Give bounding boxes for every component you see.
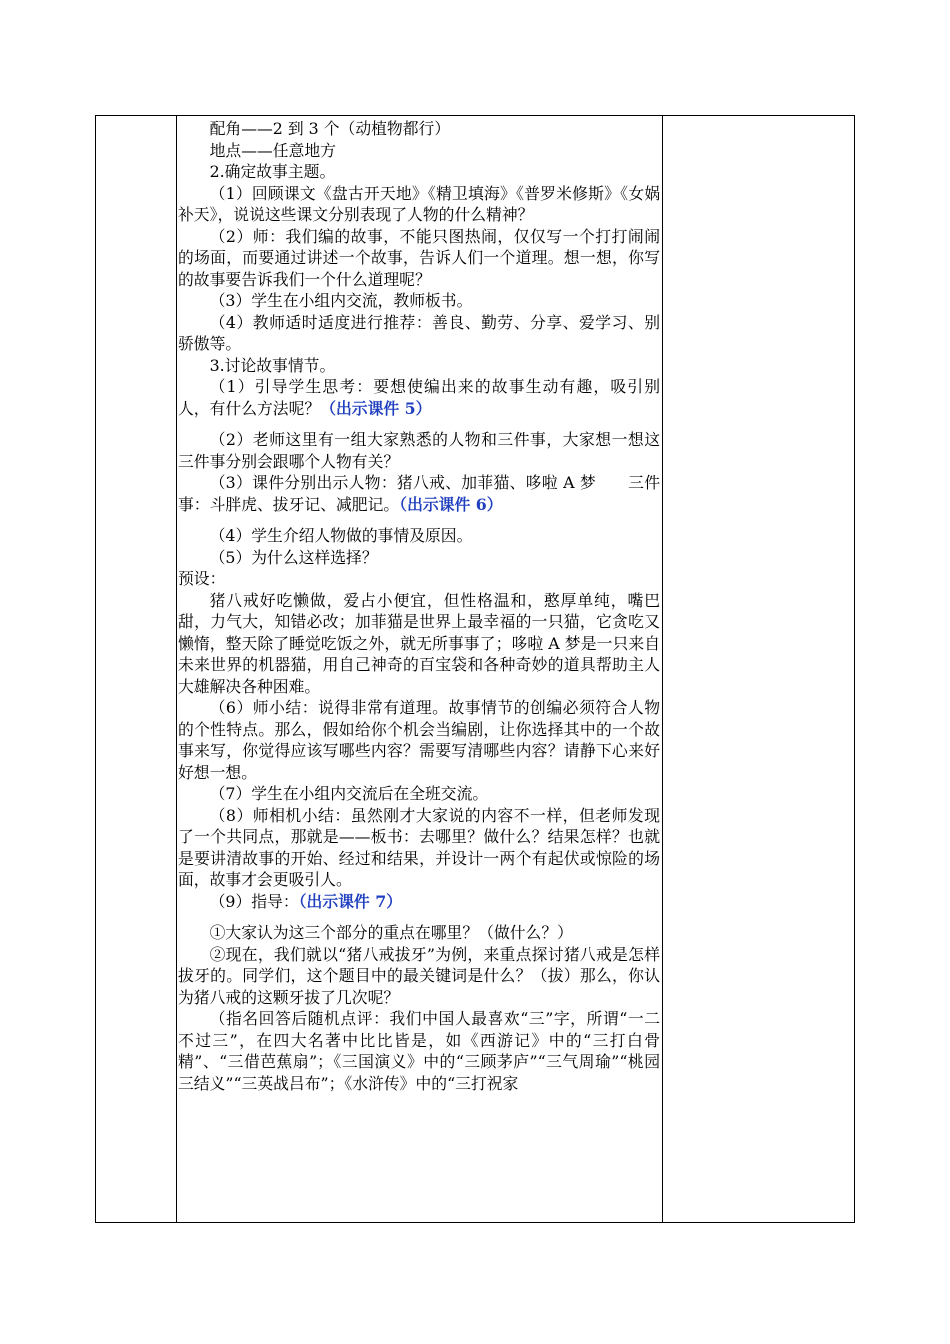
column-divider-right [662,116,663,1222]
paragraph: （5）为什么这样选择？ [209,547,378,567]
paragraph: 猪八戒好吃懒做，爱占小便宜，但性格温和，憨厚单纯，嘴巴甜，力气大，知错必改；加菲猫是世界上最幸福的一只猫，它贪吃又懒惰，整天除了睡觉吃饭之外，就无所事事了；哆啦 A 梦是一只来自未来世界的机器猫，用自己神奇的百宝袋和各种奇妙的道具帮助主人大雄解决各种困难。 [178,590,660,696]
column-divider-left [176,116,177,1222]
courseware-reference: （出示课件 5） [320,398,432,418]
courseware-reference: （出示课件 7） [298,891,403,911]
paragraph [178,891,660,913]
paragraph: （3）学生在小组内交流，教师板书。 [209,291,473,310]
paragraph: 预设： [178,569,226,588]
paragraph: 配角——2 到 3 个（动植物都行） [209,119,451,138]
paragraph: （2）老师这里有一组大家熟悉的人物和三件事，大家想一想这三件事分别会跟哪个人物有关？ [178,430,660,471]
paragraph-text: （9）指导： [209,891,299,911]
paragraph [178,376,660,419]
paragraph-text: （3）课件分别出示人物：猪八戒、加菲猫、哆啦 A 梦 三件事：斗胖虎、拔牙记、减肥记。 [178,473,660,514]
paragraph-text: （1）引导学生思考：要想使编出来的故事生动有趣，吸引别人，有什么方法呢？ [178,377,660,418]
lesson-plan-table [95,115,855,1223]
paragraph: （4）教师适时适度进行推荐：善良、勤劳、分享、爱学习、别骄傲等。 [178,312,660,353]
paragraph: （7）学生在小组内交流后在全班交流。 [209,784,489,803]
paragraph: （2）师：我们编的故事，不能只图热闹，仅仅写一个打打闹闹的场面，而要通过讲述一个故事，告诉人们一个道理。想一想，你写的故事要告诉我们一个什么道理呢？ [178,226,660,289]
paragraph: （指名回答后随机点评：我们中国人最喜欢“三”字，所谓“一二不过三”，在四大名著中比比皆是，如《西游记》中的“三打白骨精”、“三借芭蕉扇”；《三国演义》中的“三顾茅庐”“三气周瑜”“桃园三结义”“三英战吕布”；《水浒传》中的“三打祝家 [178,1009,660,1093]
paragraph: （1）回顾课文《盘古开天地》《精卫填海》《普罗米修斯》《女娲补天》，说说这些课文分别表现了人物的什么精神？ [178,183,660,224]
paragraph: ①大家认为这三个部分的重点在哪里？（做什么？） [209,923,573,942]
paragraph: 地点——任意地方 [209,140,336,160]
paragraph: （6）师小结：说得非常有道理。故事情节的创编必须符合人物的个性特点。那么，假如给你个机会当编剧，让你选择其中的一个故事来写，你觉得应该写哪些内容？需要写清哪些内容？请静下心来好好想一想。 [178,698,660,782]
paragraph: （8）师相机小结：虽然刚才大家说的内容不一样，但老师发现了一个共同点，那就是——板书：去哪里？做什么？结果怎样？也就是要讲清故事的开始、经过和结果，并设计一两个有起伏或惊险的场面，故事才会更吸引人。 [178,805,660,889]
teaching-process-cell [178,118,660,1094]
paragraph: （4）学生介绍人物做的事情及原因。 [209,526,473,545]
paragraph: 3.讨论故事情节。 [209,355,336,375]
courseware-reference: （出示课件 6） [399,494,503,514]
paragraph: ②现在，我们就以“猪八戒拔牙”为例，来重点探讨猪八戒是怎样拔牙的。同学们，这个题目中的最关键词是什么？（拔）那么，你认为猪八戒的这颗牙拔了几次呢？ [178,944,660,1007]
paragraph [178,472,660,515]
paragraph: 2.确定故事主题。 [209,162,336,181]
